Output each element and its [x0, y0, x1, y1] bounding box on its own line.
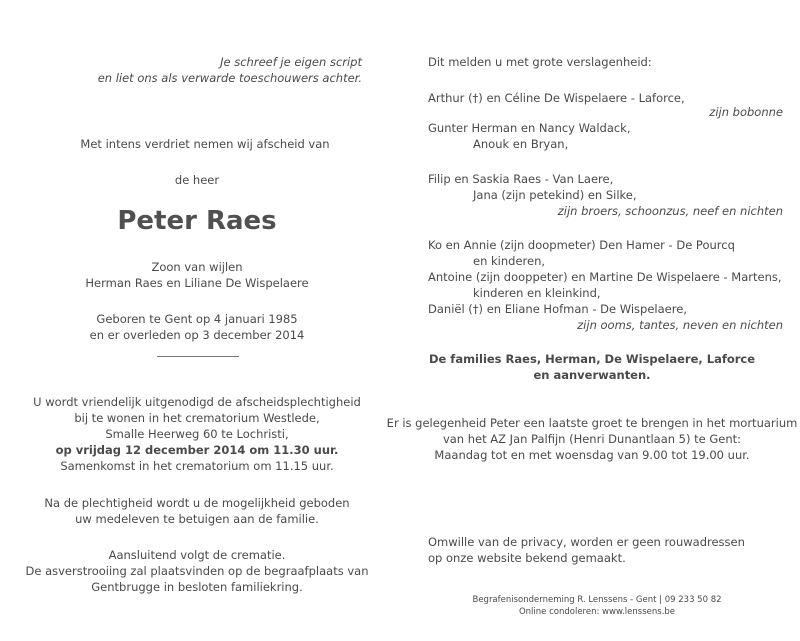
son-of-line-2: Herman Raes en Liliane De Wispelaere [85, 276, 309, 290]
mortuary-line-1: Er is gelegenheid Peter een laatste groet te brengen in het mortuarium [386, 416, 798, 430]
families-line-1: De families Raes, Herman, De Wispelaere, Laforce [428, 352, 756, 366]
family-4-line-4: kinderen en kleinkind, [473, 286, 601, 300]
family-4-line-5: Daniël (†) en Eliane Hofman - De Wispelaere, [428, 302, 687, 316]
funeral-home-info: Begrafenisonderneming R. Lenssens - Gent | 09 233 50 82 [472, 595, 722, 605]
after-line-2: uw medeleven te betuigen aan de familie. [75, 512, 319, 526]
poem-line-1: Je schreef je eigen script [220, 55, 362, 69]
family-4-line-1: Ko en Annie (zijn doopmeter) Den Hamer - De Pourcq [428, 238, 735, 252]
family-4-role: zijn ooms, tantes, neven en nichten [577, 318, 783, 332]
family-3-line-1: Filip en Saskia Raes - Van Laere, [428, 172, 614, 186]
family-4-line-3: Antoine (zijn dooppeter) en Martine De Wispelaere - Martens, [428, 270, 782, 284]
family-3-role: zijn broers, schoonzus, neef en nichten [557, 204, 783, 218]
privacy-line-2: op onze website bekend gemaakt. [428, 551, 626, 565]
deceased-name: Peter Raes [117, 206, 277, 236]
born-text: Geboren te Gent op 4 januari 1985 [96, 312, 298, 326]
mortuary-line-3: Maandag tot en met woensdag van 9.00 tot 19.00 uur. [434, 448, 750, 462]
invite-line-3: Smalle Heerweg 60 te Lochristi, [105, 427, 289, 441]
divider [157, 356, 239, 357]
son-of-line-1: Zoon van wijlen [151, 260, 243, 274]
honorific: de heer [174, 173, 220, 187]
cremation-line-3: Gentbrugge in besloten familiekring. [91, 580, 303, 594]
invite-line-2: bij te wonen in het crematorium Westlede, [74, 411, 320, 425]
family-3-line-2: Jana (zijn petekind) en Silke, [473, 188, 637, 202]
intro-text: Met intens verdriet nemen wij afscheid van [80, 137, 330, 151]
invite-line-1: U wordt vriendelijk uitgenodigd de afscheidsplechtigheid [33, 395, 361, 409]
cremation-line-2: De asverstrooiing zal plaatsvinden op de begraafplaats van [25, 564, 369, 578]
family-1-role: zijn bobonne [709, 105, 783, 119]
family-1-line-1: Arthur (†) en Céline De Wispelaere - Laforce, [428, 91, 685, 105]
died-text: en er overleden op 3 december 2014 [89, 328, 305, 342]
family-4-line-2: en kinderen, [473, 254, 546, 268]
announce-text: Dit melden u met grote verslagenheid: [428, 55, 652, 69]
after-line-1: Na de plechtigheid wordt u de mogelijkheid geboden [44, 496, 350, 510]
family-2-line-2: Anouk en Bryan, [473, 137, 569, 151]
families-line-2: en aanverwanten. [533, 368, 651, 382]
ceremony-datetime: op vrijdag 12 december 2014 om 11.30 uur. [55, 443, 339, 457]
online-condolences: Online condoleren: www.lenssens.be [518, 607, 676, 617]
poem-line-2: en liet ons als verwarde toeschouwers achter. [97, 71, 362, 85]
family-2-line-1: Gunter Herman en Nancy Waldack, [428, 121, 631, 135]
mortuary-line-2: van het AZ Jan Palfijn (Henri Dunantlaan 5) te Gent: [442, 432, 742, 446]
privacy-line-1: Omwille van de privacy, worden er geen rouwadressen [428, 535, 745, 549]
cremation-line-1: Aansluitend volgt de crematie. [108, 548, 286, 562]
invite-line-5: Samenkomst in het crematorium om 11.15 uur. [60, 459, 334, 473]
